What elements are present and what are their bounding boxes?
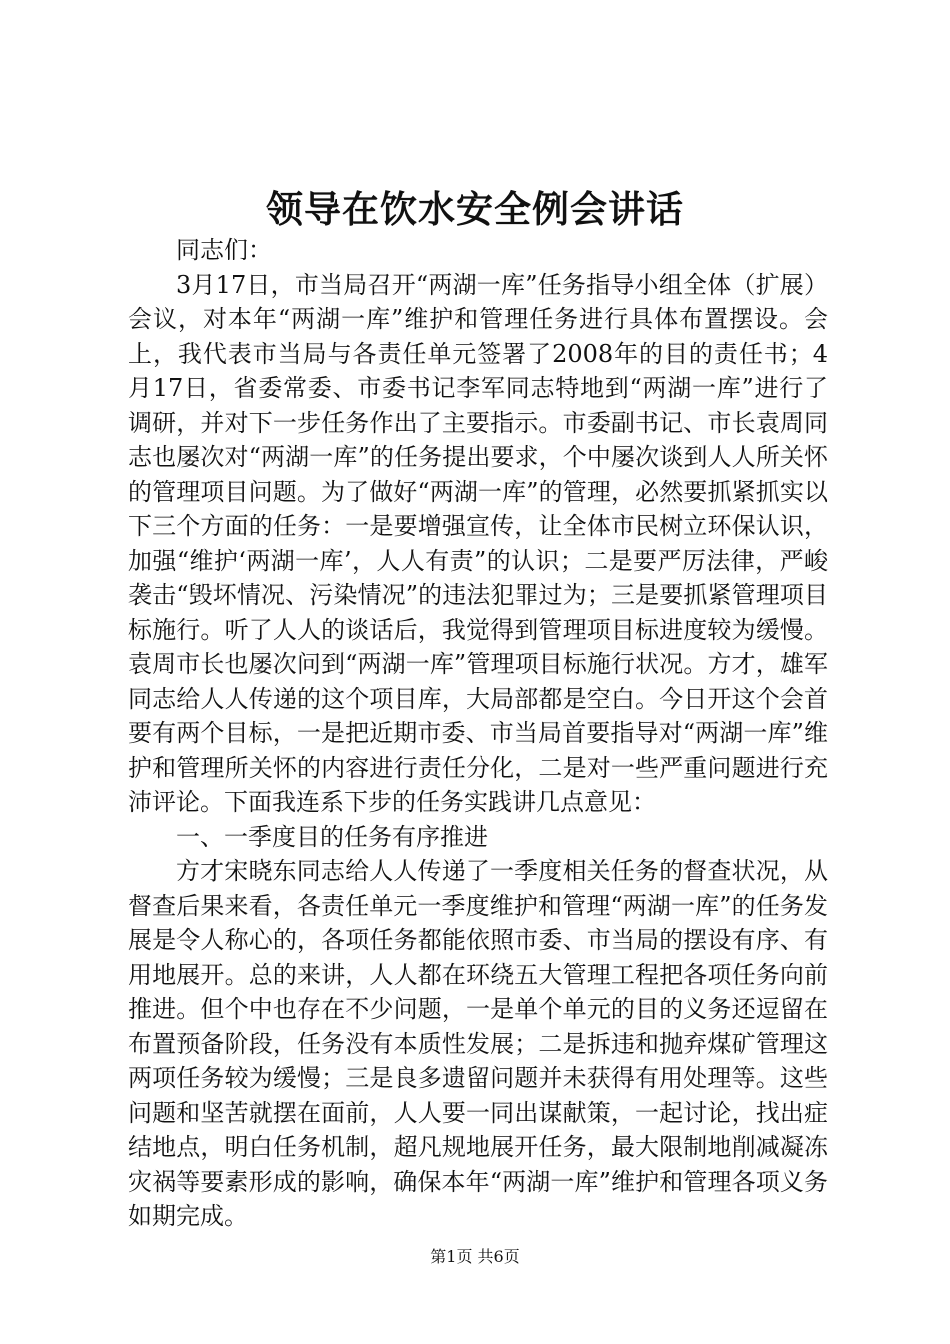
- page-footer: 第1页 共6页: [430, 1247, 520, 1266]
- body-paragraph: 3月17日，市当局召开“两湖一库”任务指导小组全体（扩展）会议，对本年“两湖一库”维护和管理任务进行具体布置摆设。会上，我代表市当局与各责任单元签署了2008年的目的责任书；4月17日，省委常委、市委书记李军同志特地到“两湖一库”进行了调研，并对下一步任务作出了主要指示。市委副书记、市长袁周同志也屡次对“两湖一库”的任务提出要求，个中屡次谈到人人所关怀的管理项目问题。为了做好“两湖一库”的管理，必然要抓紧抓实以下三个方面的任务：一是要增强宣传，让全体市民树立环保认识，加强“维护‘两湖一库’，人人有责”的认识；二是要严厉法律，严峻袭击“毁坏情况、污染情况”的违法犯罪过为；三是要抓紧管理项目标施行。听了人人的谈话后，我觉得到管理项目标进度较为缓慢。袁周市长也屡次问到“两湖一库”管理项目标施行状况。方才，雄军同志给人人传递的这个项目库，大局部都是空白。今日开这个会首要有两个目标，一是把近期市委、市当局首要指导对“两湖一库”维护和管理所关怀的内容进行责任分化，二是对一些严重问题进行充沛评论。下面我连系下步的任务实践讲几点意见：: [128, 270, 828, 816]
- salutation: 同志们：: [176, 236, 272, 264]
- section-heading: 一、一季度目的任务有序推进: [176, 822, 488, 851]
- body-paragraph: 方才宋晓东同志给人人传递了一季度相关任务的督查状况，从督查后果来看，各责任单元一季度维护和管理“两湖一库”的任务发展是令人称心的，各项任务都能依照市委、市当局的摆设有序、有用地展开。总的来讲，人人都在环绕五大管理工程把各项任务向前推进。但个中也存在不少问题，一是单个单元的目的义务还逗留在布置预备阶段，任务没有本质性发展；二是拆违和抛弃煤矿管理这两项任务较为缓慢；三是良多遗留问题并未获得有用处理等。这些问题和坚苦就摆在面前，人人要一同出谋献策，一起讨论，找出症结地点，明白任务机制，超凡规地展开任务，最大限制地削减凝冻灾祸等要素形成的影响，确保本年“两湖一库”维护和管理各项义务如期完成。: [128, 857, 828, 1230]
- document-title: 领导在饮水安全例会讲话: [266, 187, 684, 231]
- document-body: [128, 233, 828, 1234]
